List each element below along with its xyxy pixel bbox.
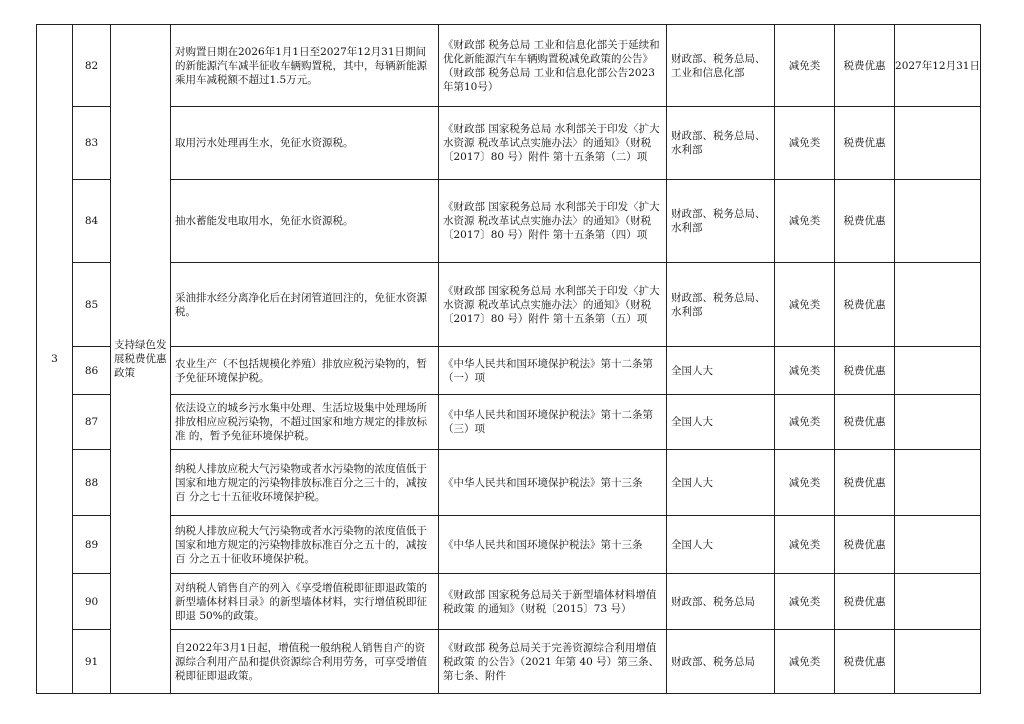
policy-content: 依法设立的城乡污水集中处理、生活垃圾集中处理场所 排放相应应税污染物，不超过国家和地方规定的排放标准 的，暂予免征环境保护税。 xyxy=(171,395,439,450)
policy-kind: 税费优惠 xyxy=(835,180,895,263)
table-row xyxy=(37,107,981,180)
policy-content: 对纳税人销售自产的列入《享受增值税即征即退政策的新型墙体材料目录》的新型墙体材料，实行增值税即征即退 50%的政策。 xyxy=(171,574,439,630)
policy-kind: 税费优惠 xyxy=(835,347,895,395)
department: 全国人大 xyxy=(667,516,775,574)
policy-basis: 《财政部 国家税务总局关于新型墙体材料增值税政策 的通知》（财税〔2015〕73 号） xyxy=(439,574,667,630)
deadline xyxy=(895,107,981,180)
row-number: 85 xyxy=(73,263,111,347)
department: 全国人大 xyxy=(667,347,775,395)
policy-kind: 税费优惠 xyxy=(835,107,895,180)
policy-basis: 《中华人民共和国环境保护税法》第十三条 xyxy=(439,516,667,574)
policy-type: 减免类 xyxy=(775,263,835,347)
policy-content: 对购置日期在2026年1月1日至2027年12月31日期间的新能源汽车减半征收车辆购置税，其中，每辆新能源乘用车减税额不超过1.5万元。 xyxy=(171,25,439,107)
policy-basis: 《中华人民共和国环境保护税法》第十二条第（一）项 xyxy=(439,347,667,395)
deadline: 2027年12月31日 xyxy=(895,25,981,107)
policy-kind: 税费优惠 xyxy=(835,516,895,574)
policy-content: 纳税人排放应税大气污染物或者水污染物的浓度值低于国家和地方规定的污染物排放标准百分之五十的，减按百 分之五十征收环境保护税。 xyxy=(171,516,439,574)
deadline xyxy=(895,180,981,263)
policy-basis: 《财政部 国家税务总局 水利部关于印发〈扩大水资源 税改革试点实施办法〉的通知》（财税〔2017〕80 号）附件 第十五条第（二）项 xyxy=(439,107,667,180)
policy-kind: 税费优惠 xyxy=(835,574,895,630)
deadline xyxy=(895,263,981,347)
table-row xyxy=(37,630,981,694)
table-row xyxy=(37,180,981,263)
department: 财政部、税务总局、水利部 xyxy=(667,263,775,347)
policy-type: 减免类 xyxy=(775,180,835,263)
row-number: 86 xyxy=(73,347,111,395)
policy-kind: 税费优惠 xyxy=(835,25,895,107)
policy-type: 减免类 xyxy=(775,107,835,180)
row-number: 88 xyxy=(73,450,111,516)
table-row xyxy=(37,347,981,395)
row-number: 84 xyxy=(73,180,111,263)
policy-basis: 《中华人民共和国环境保护税法》第十二条第（三）项 xyxy=(439,395,667,450)
department: 财政部、税务总局、工业和信息化部 xyxy=(667,25,775,107)
row-number: 83 xyxy=(73,107,111,180)
policy-content: 取用污水处理再生水，免征水资源税。 xyxy=(171,107,439,180)
table-row xyxy=(37,574,981,630)
policy-basis: 《财政部 国家税务总局 水利部关于印发〈扩大水资源 税改革试点实施办法〉的通知》（财税〔2017〕80 号）附件 第十五条第（五）项 xyxy=(439,263,667,347)
policy-type: 减免类 xyxy=(775,347,835,395)
policy-type: 减免类 xyxy=(775,395,835,450)
policy-type: 减免类 xyxy=(775,516,835,574)
row-number: 87 xyxy=(73,395,111,450)
policy-content: 抽水蓄能发电取用水，免征水资源税。 xyxy=(171,180,439,263)
policy-kind: 税费优惠 xyxy=(835,450,895,516)
policy-content: 纳税人排放应税大气污染物或者水污染物的浓度值低于国家和地方规定的污染物排放标准百分之三十的，减按百 分之七十五征收环境保护税。 xyxy=(171,450,439,516)
department: 全国人大 xyxy=(667,395,775,450)
policy-type: 减免类 xyxy=(775,630,835,694)
policy-content: 农业生产（不包括规模化养殖）排放应税污染物的，暂予免征环境保护税。 xyxy=(171,347,439,395)
deadline xyxy=(895,347,981,395)
table-row xyxy=(37,450,981,516)
table-row xyxy=(37,25,981,107)
department: 财政部、税务总局、水利部 xyxy=(667,107,775,180)
policy-kind: 税费优惠 xyxy=(835,395,895,450)
row-number: 90 xyxy=(73,574,111,630)
policy-basis: 《财政部 国家税务总局 水利部关于印发〈扩大水资源 税改革试点实施办法〉的通知》（财税〔2017〕80 号）附件 第十五条第（四）项 xyxy=(439,180,667,263)
policy-type: 减免类 xyxy=(775,574,835,630)
policy-basis: 《中华人民共和国环境保护税法》第十三条 xyxy=(439,450,667,516)
policy-content: 自2022年3月1日起，增值税一般纳税人销售自产的资源综合利用产品和提供资源综合利用劳务，可享受增值税即征即退政策。 xyxy=(171,630,439,694)
policy-kind: 税费优惠 xyxy=(835,630,895,694)
policy-content: 采油排水经分离净化后在封闭管道回注的，免征水资源税。 xyxy=(171,263,439,347)
department: 财政部、税务总局、水利部 xyxy=(667,180,775,263)
row-number: 89 xyxy=(73,516,111,574)
deadline xyxy=(895,574,981,630)
table-row xyxy=(37,395,981,450)
department: 财政部、税务总局 xyxy=(667,574,775,630)
table-row xyxy=(37,516,981,574)
department: 财政部、税务总局 xyxy=(667,630,775,694)
category-cell: 支持绿色发展税费优惠政策 xyxy=(111,25,171,694)
deadline xyxy=(895,630,981,694)
department: 全国人大 xyxy=(667,450,775,516)
policy-table xyxy=(36,24,981,694)
row-number: 91 xyxy=(73,630,111,694)
policy-kind: 税费优惠 xyxy=(835,263,895,347)
deadline xyxy=(895,395,981,450)
policy-type: 减免类 xyxy=(775,450,835,516)
policy-basis: 《财政部 税务总局关于完善资源综合利用增值税政策 的公告》（2021 年第 40 号）第三条、第七条、附件 xyxy=(439,630,667,694)
group-seq: 3 xyxy=(37,25,73,694)
deadline xyxy=(895,450,981,516)
policy-type: 减免类 xyxy=(775,25,835,107)
policy-basis: 《财政部 税务总局 工业和信息化部关于延续和优化新能源汽车车辆购置税减免政策的公告》（财政部 税务总局 工业和信息化部公告2023年第10号） xyxy=(439,25,667,107)
deadline xyxy=(895,516,981,574)
table-row xyxy=(37,263,981,347)
row-number: 82 xyxy=(73,25,111,107)
